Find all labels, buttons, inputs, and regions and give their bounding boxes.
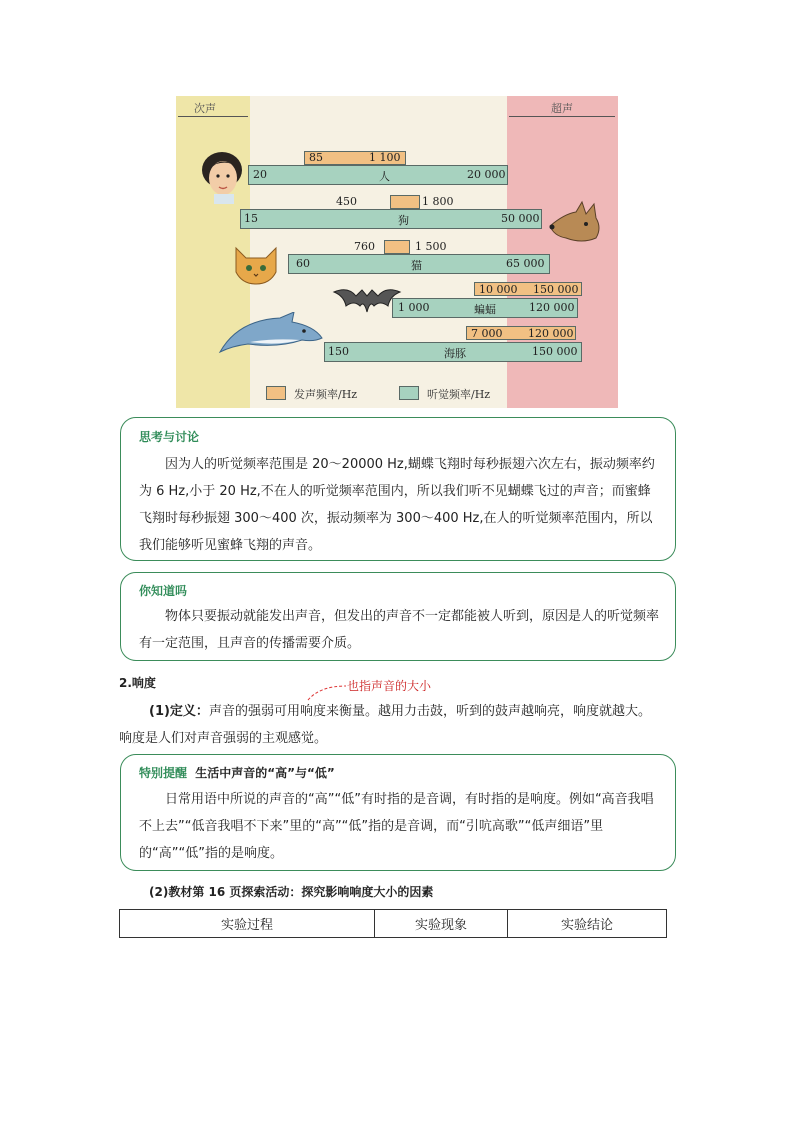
ultrasound-arrow <box>509 116 615 117</box>
column-header-phenomenon: 实验现象 <box>375 910 508 938</box>
dolphin-hear-min: 150 <box>328 345 349 358</box>
cat-name: 猫 <box>411 259 422 272</box>
human-hear-min: 20 <box>253 168 267 181</box>
human-face-icon <box>194 148 252 204</box>
dog-hear-max: 50 000 <box>501 212 540 225</box>
hear-bar-dog <box>240 209 542 229</box>
dolphin-hear-max: 150 000 <box>532 345 578 358</box>
dolphin-icon <box>218 312 326 358</box>
bat-hear-min: 1 000 <box>398 301 430 314</box>
special-reminder-title: 特别提醒 <box>139 766 188 780</box>
bat-voice-max: 150 000 <box>533 283 579 296</box>
legend-voice-label: 发声频率/Hz <box>294 388 358 401</box>
dog-icon <box>546 200 604 246</box>
definition-text: 声音的强弱可用响度来衡量。越用力击鼓，听到的鼓声越响亮，响度就越大。 <box>208 704 651 719</box>
human-name: 人 <box>379 170 390 183</box>
human-voice-min: 85 <box>309 151 323 164</box>
dolphin-voice-min: 7 000 <box>471 327 503 340</box>
think-discuss-body: 因为人的听觉频率范围是 20～20000 Hz,蝴蝶飞翔时每秒振翅六次左右，振动频率约为 6 Hz,小于 20 Hz,不在人的听觉频率范围内，所以我们听不见蝴蝶飞过的声音；而蜜蜂飞翔时每秒振翅 300～400 次，振动频率为 300～400 Hz,在人的听觉频率范围内，所以我们能够听见蜜蜂飞翔的声音。 <box>139 457 655 553</box>
dog-voice-max: 1 800 <box>422 195 454 208</box>
activity-heading: (2)教材第 16 页探索活动：探究影响响度大小的因素 <box>149 885 434 899</box>
legend-hear-label: 听觉频率/Hz <box>427 388 491 401</box>
infrasound-arrow <box>178 116 248 117</box>
definition-prefix: (1)定义： <box>149 704 209 719</box>
column-header-process: 实验过程 <box>120 910 375 938</box>
think-discuss-card <box>120 417 676 561</box>
table-header-row <box>120 910 667 938</box>
cat-hear-max: 65 000 <box>506 257 545 270</box>
dog-voice-min: 450 <box>336 195 357 208</box>
special-reminder-card <box>120 754 676 871</box>
loudness-heading: 2.响度 <box>119 676 156 690</box>
did-you-know-body: 物体只要振动就能发出声音，但发出的声音不一定都能被人听到，原因是人的听觉频率有一定范围，且声音的传播需要介质。 <box>139 609 660 651</box>
legend-hear-swatch <box>399 386 419 400</box>
dolphin-name: 海豚 <box>444 347 466 360</box>
cat-voice-max: 1 500 <box>415 240 447 253</box>
did-you-know-card <box>120 572 676 661</box>
activity-table <box>119 909 667 938</box>
loudness-definition-line2: 响度是人们对声音强弱的主观感觉。 <box>119 731 328 746</box>
human-hear-max: 20 000 <box>467 168 506 181</box>
cat-voice-min: 760 <box>354 240 375 253</box>
bat-name: 蝙蝠 <box>474 303 496 316</box>
loudness-annotation: 也指声音的大小 <box>347 679 432 693</box>
human-voice-max: 1 100 <box>369 151 401 164</box>
legend-voice-swatch <box>266 386 286 400</box>
special-reminder-subtitle: 生活中声音的“高”与“低” <box>195 766 335 780</box>
think-discuss-title: 思考与讨论 <box>139 430 200 444</box>
special-reminder-body: 日常用语中所说的声音的“高”“低”有时指的是音调，有时指的是响度。例如“高音我唱不上去”“低音我唱不下来”里的“高”“低”指的是音调，而“引吭高歌”“低声细语”里的“高”“低”指的是响度。 <box>139 792 654 861</box>
column-header-conclusion: 实验结论 <box>508 910 667 938</box>
loudness-definition-line1 <box>149 700 651 719</box>
voice-bar-cat <box>384 240 410 254</box>
dolphin-voice-max: 120 000 <box>528 327 574 340</box>
cat-hear-min: 60 <box>296 257 310 270</box>
cat-icon <box>230 240 282 286</box>
dog-hear-min: 15 <box>244 212 258 225</box>
bat-hear-max: 120 000 <box>529 301 575 314</box>
infrasound-label: 次声 <box>194 102 216 115</box>
frequency-range-figure <box>176 96 618 408</box>
bat-voice-min: 10 000 <box>479 283 518 296</box>
ultrasound-label: 超声 <box>551 102 573 115</box>
dog-name: 狗 <box>398 214 409 227</box>
special-reminder-header <box>139 764 335 781</box>
did-you-know-title: 你知道吗 <box>139 584 188 598</box>
voice-bar-dog <box>390 195 420 209</box>
